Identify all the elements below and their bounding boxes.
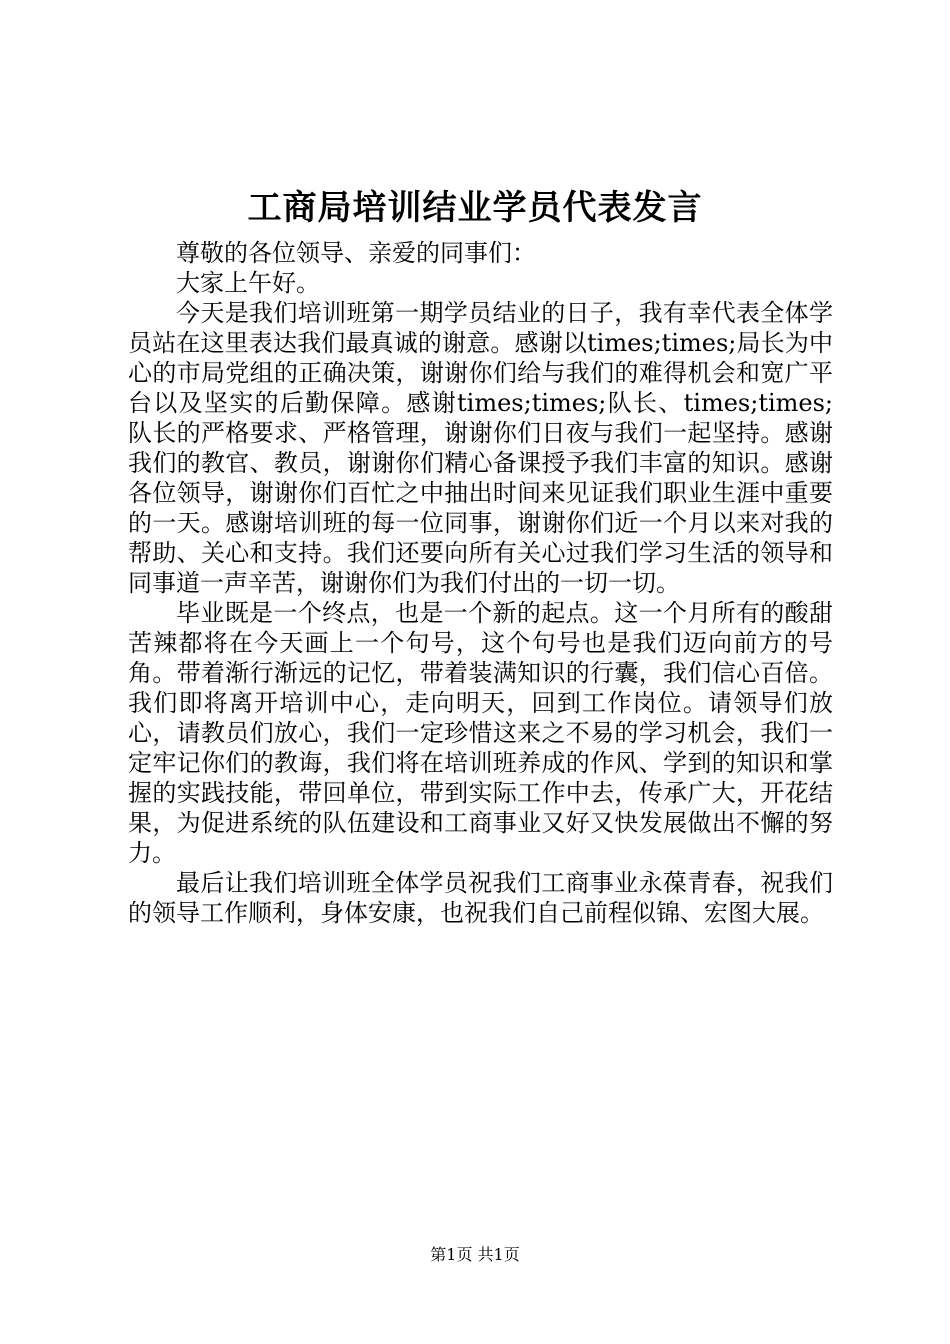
closing-paragraph: 最后让我们培训班全体学员祝我们工商事业永葆青春，祝我们的领导工作顺利，身体安康，也祝我们自己前程似锦、宏图大展。 [128,869,833,927]
graduation-paragraph: 毕业既是一个终点，也是一个新的起点。这一个月所有的酸甜苦辣都将在今天画上一个句号，这个句号也是我们迈向前方的号角。带着渐行渐远的记忆，带着装满知识的行囊，我们信心百倍。我们即将离开培训中心，走向明天，回到工作岗位。请领导们放心，请教员们放心，我们一定珍惜这来之不易的学习机会，我们一定牢记你们的教诲，我们将在培训班养成的作风、学到的知识和掌握的实践技能，带回单位，带到实际工作中去，传承广大，开花结果，为促进系统的队伍建设和工商事业又好又快发展做出不懈的努力。 [128,599,833,867]
document-body [128,238,833,928]
greeting-paragraph: 大家上午好。 [176,269,320,297]
salutation-paragraph: 尊敬的各位领导、亲爱的同事们： [176,239,536,267]
page-number-footer: 第1页 共1页 [430,1245,520,1264]
document-title: 工商局培训结业学员代表发言 [247,188,703,228]
thanks-paragraph: 今天是我们培训班第一期学员结业的日子，我有幸代表全体学员站在这里表达我们最真诚的谢意。感谢以times;times;局长为中心的市局党组的正确决策，谢谢你们给与我们的难得机会和宽广平台以及坚实的后勤保障。感谢times;times;队长、times;times;队长的严格要求、严格管理，谢谢你们日夜与我们一起坚持。感谢我们的教官、教员，谢谢你们精心备课授予我们丰富的知识。感谢各位领导，谢谢你们百忙之中抽出时间来见证我们职业生涯中重要的一天。感谢培训班的每一位同事，谢谢你们近一个月以来对我的帮助、关心和支持。我们还要向所有关心过我们学习生活的领导和同事道一声辛苦，谢谢你们为我们付出的一切一切。 [128,299,833,597]
